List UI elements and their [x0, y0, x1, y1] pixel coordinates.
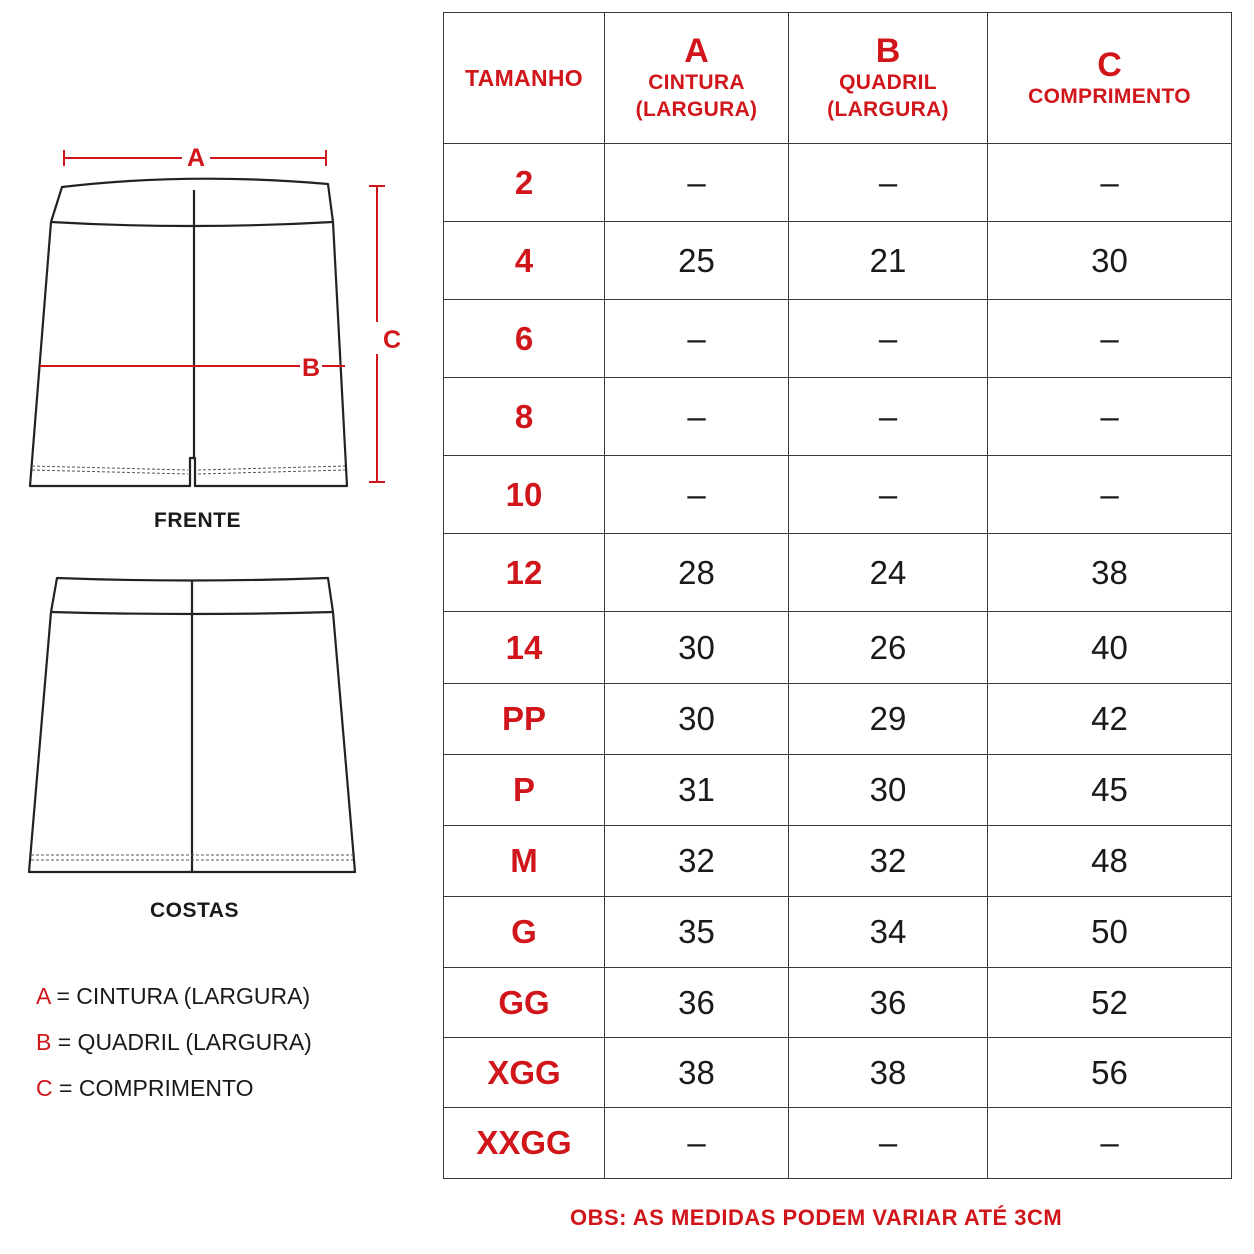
- hip-cell: 32: [789, 826, 988, 897]
- table-row: [444, 612, 1232, 684]
- header-c: [988, 13, 1232, 144]
- hip-cell: 34: [789, 897, 988, 968]
- table-row: [444, 378, 1232, 456]
- hip-cell: 38: [789, 1038, 988, 1108]
- size-cell: XGG: [444, 1038, 605, 1108]
- waist-cell: –: [605, 144, 789, 222]
- hip-cell: 30: [789, 755, 988, 826]
- header-b-line2: (LARGURA): [827, 98, 949, 121]
- waist-cell: 28: [605, 534, 789, 612]
- size-cell: 8: [444, 378, 605, 456]
- length-cell: –: [988, 456, 1232, 534]
- table-row: [444, 1108, 1232, 1179]
- header-b-letter: B: [875, 32, 901, 70]
- header-b: [789, 13, 988, 144]
- legend-key: C: [36, 1075, 53, 1101]
- size-cell: M: [444, 826, 605, 897]
- length-cell: 48: [988, 826, 1232, 897]
- hip-cell: 29: [789, 684, 988, 755]
- length-cell: 50: [988, 897, 1232, 968]
- length-cell: 45: [988, 755, 1232, 826]
- header-a-line2: (LARGURA): [635, 98, 758, 121]
- table-row: [444, 684, 1232, 755]
- length-cell: 56: [988, 1038, 1232, 1108]
- length-cell: 52: [988, 968, 1232, 1038]
- size-cell: GG: [444, 968, 605, 1038]
- header-a: [605, 13, 789, 144]
- table-row: [444, 755, 1232, 826]
- table-row: [444, 144, 1232, 222]
- legend-key: A: [36, 983, 51, 1009]
- legend-key: B: [36, 1029, 52, 1055]
- size-cell: 6: [444, 300, 605, 378]
- hip-cell: –: [789, 378, 988, 456]
- shorts-back-diagram: [0, 0, 440, 900]
- header-size: [444, 13, 605, 144]
- waist-cell: 35: [605, 897, 789, 968]
- waist-cell: 30: [605, 612, 789, 684]
- length-cell: –: [988, 300, 1232, 378]
- length-cell: 38: [988, 534, 1232, 612]
- size-cell: PP: [444, 684, 605, 755]
- waist-cell: –: [605, 1108, 789, 1179]
- table-row: [444, 534, 1232, 612]
- length-cell: 42: [988, 684, 1232, 755]
- length-cell: 30: [988, 222, 1232, 300]
- size-cell: P: [444, 755, 605, 826]
- size-cell: 4: [444, 222, 605, 300]
- header-c-line1: COMPRIMENTO: [1028, 84, 1191, 108]
- waist-cell: 38: [605, 1038, 789, 1108]
- hip-cell: 26: [789, 612, 988, 684]
- hip-cell: –: [789, 144, 988, 222]
- length-cell: –: [988, 378, 1232, 456]
- header-c-letter: C: [1097, 45, 1122, 84]
- size-cell: 10: [444, 456, 605, 534]
- size-cell: 2: [444, 144, 605, 222]
- hip-cell: –: [789, 1108, 988, 1179]
- length-cell: 40: [988, 612, 1232, 684]
- hip-cell: 21: [789, 222, 988, 300]
- table-header-row: [444, 13, 1232, 144]
- size-cell: 14: [444, 612, 605, 684]
- header-a-line1: CINTURA: [648, 71, 745, 94]
- marker-a: A: [186, 144, 206, 172]
- marker-c: C: [382, 326, 402, 354]
- length-cell: –: [988, 1108, 1232, 1179]
- header-size-label: TAMANHO: [465, 64, 583, 91]
- size-cell: XXGG: [444, 1108, 605, 1179]
- waist-cell: –: [605, 456, 789, 534]
- waist-cell: –: [605, 300, 789, 378]
- size-table: [443, 12, 1232, 1179]
- legend-row-c: [36, 1075, 312, 1121]
- measurement-note: OBS: AS MEDIDAS PODEM VARIAR ATÉ 3CM: [570, 1205, 1063, 1230]
- table-row: [444, 300, 1232, 378]
- front-view-label: FRENTE: [154, 509, 241, 532]
- table-row: [444, 456, 1232, 534]
- measurement-legend: [36, 983, 312, 1121]
- waist-cell: 32: [605, 826, 789, 897]
- legend-row-b: [36, 1029, 312, 1075]
- header-a-letter: A: [684, 32, 709, 70]
- waist-cell: 25: [605, 222, 789, 300]
- legend-row-a: [36, 983, 312, 1029]
- table-row: [444, 826, 1232, 897]
- hip-cell: –: [789, 456, 988, 534]
- header-b-line1: QUADRIL: [839, 71, 937, 94]
- table-row: [444, 1038, 1232, 1108]
- waist-cell: 36: [605, 968, 789, 1038]
- hip-cell: 24: [789, 534, 988, 612]
- waist-cell: 31: [605, 755, 789, 826]
- table-row: [444, 968, 1232, 1038]
- back-view-label: COSTAS: [150, 899, 239, 922]
- marker-b: B: [301, 354, 321, 382]
- length-cell: –: [988, 144, 1232, 222]
- hip-cell: 36: [789, 968, 988, 1038]
- size-cell: 12: [444, 534, 605, 612]
- table-row: [444, 897, 1232, 968]
- legend-text: = CINTURA (LARGURA): [50, 983, 311, 1009]
- waist-cell: 30: [605, 684, 789, 755]
- size-cell: G: [444, 897, 605, 968]
- table-row: [444, 222, 1232, 300]
- hip-cell: –: [789, 300, 988, 378]
- legend-text: = COMPRIMENTO: [52, 1075, 254, 1101]
- legend-text: = QUADRIL (LARGURA): [51, 1029, 312, 1055]
- waist-cell: –: [605, 378, 789, 456]
